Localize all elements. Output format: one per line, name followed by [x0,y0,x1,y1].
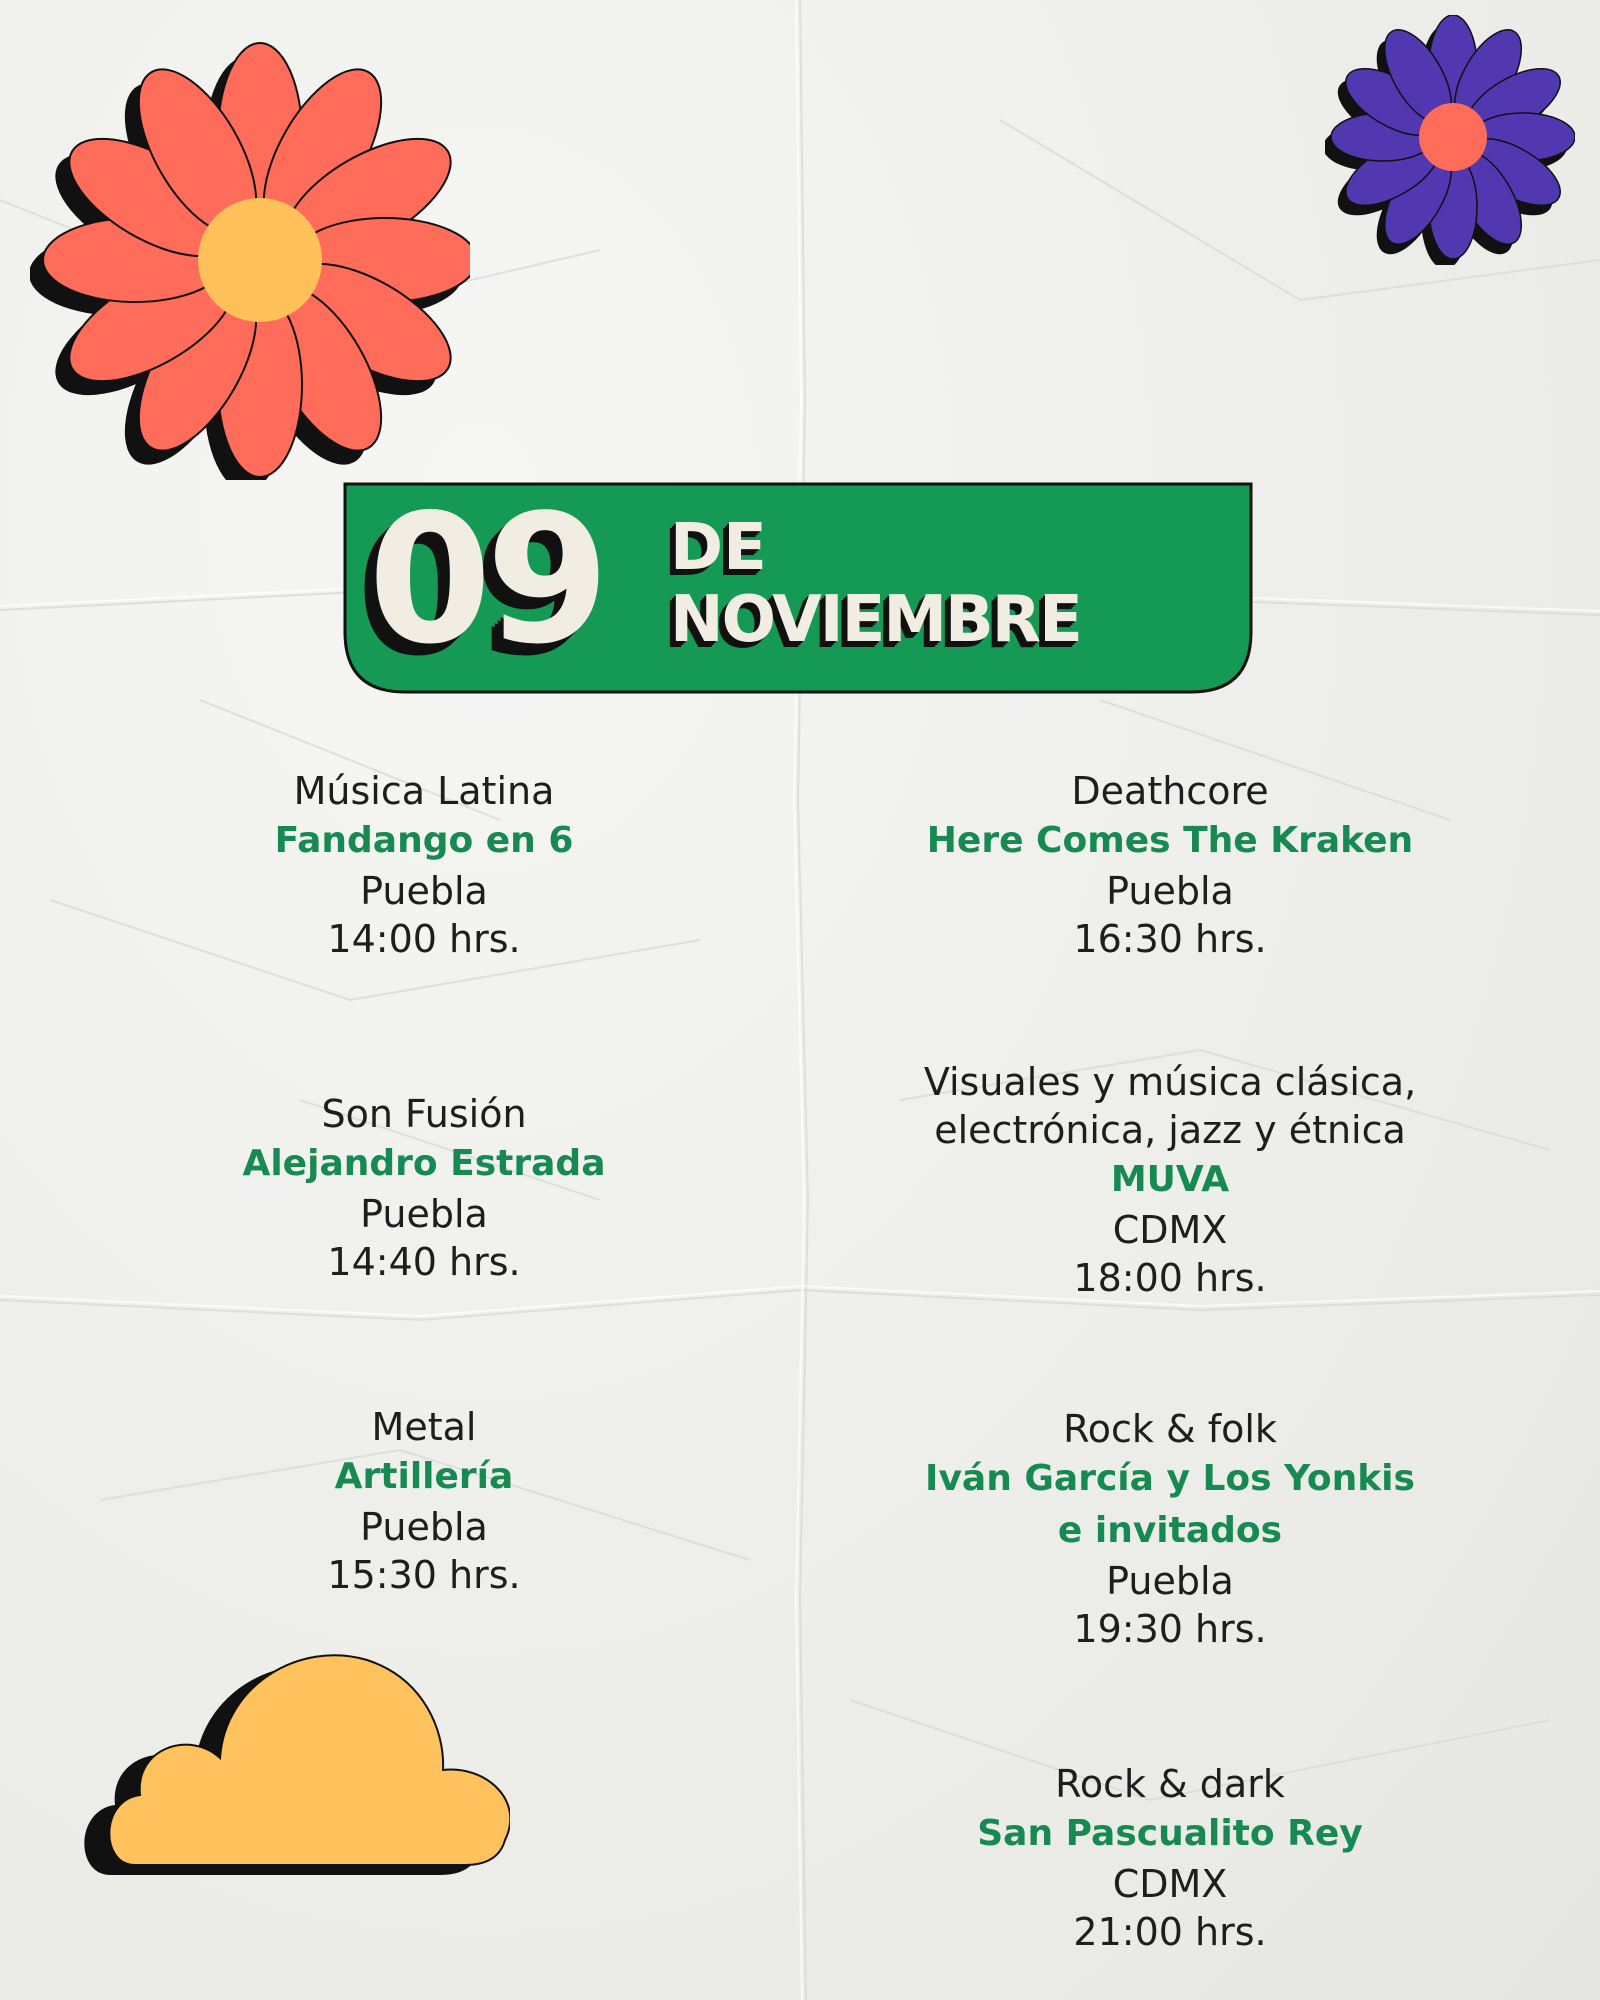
date-day: 09 [368,476,604,683]
event-time: 15:30 hrs. [327,1553,521,1597]
event-artist-line1: Iván García y Los Yonkis [925,1458,1415,1499]
event-genre: Rock & dark [1055,1762,1285,1806]
event-city: Puebla [360,869,488,913]
date-de: DE [670,511,767,585]
event-artist: MUVA [1110,1159,1230,1200]
date-month: NOVIEMBRE [670,583,1081,657]
event-here-comes-the-kraken [850,767,1490,963]
event-time: 21:00 hrs. [1073,1910,1267,1954]
event-fandango-en-6 [104,767,744,963]
event-genre: Son Fusión [321,1092,527,1136]
event-alejandro-estrada [104,1090,744,1286]
event-time: 19:30 hrs. [1073,1607,1267,1651]
event-artist: Fandango en 6 [274,820,574,861]
yellow-cloud-icon [80,1640,510,1890]
event-genre: Metal [371,1405,477,1449]
event-city: Puebla [360,1192,488,1236]
event-genre-line1: Visuales y música clásica, [923,1060,1417,1104]
event-muva [850,1058,1490,1302]
event-genre-line2: electrónica, jazz y étnica [934,1108,1406,1152]
event-artilleria [104,1403,744,1599]
event-city: CDMX [1112,1208,1228,1252]
event-city: Puebla [360,1505,488,1549]
event-time: 16:30 hrs. [1073,917,1267,961]
event-artist: Artillería [334,1456,514,1497]
event-san-pascualito-rey [850,1760,1490,1956]
event-time: 14:40 hrs. [327,1240,521,1284]
event-genre: Rock & folk [1063,1407,1277,1451]
event-city: CDMX [1112,1862,1228,1906]
event-city: Puebla [1106,1559,1234,1603]
event-time: 18:00 hrs. [1073,1256,1267,1300]
event-artist: Alejandro Estrada [242,1143,606,1184]
event-genre: Deathcore [1071,769,1269,813]
event-artist: San Pascualito Rey [977,1813,1363,1854]
event-artist: Here Comes The Kraken [926,820,1414,861]
purple-flower-icon [1325,15,1575,265]
event-artist-line2: e invitados [1057,1510,1283,1551]
event-time: 14:00 hrs. [327,917,521,961]
event-ivan-garcia-y-los-yonkis [850,1405,1490,1653]
red-flower-icon [30,40,470,480]
event-city: Puebla [1106,869,1234,913]
event-genre: Música Latina [293,769,555,813]
